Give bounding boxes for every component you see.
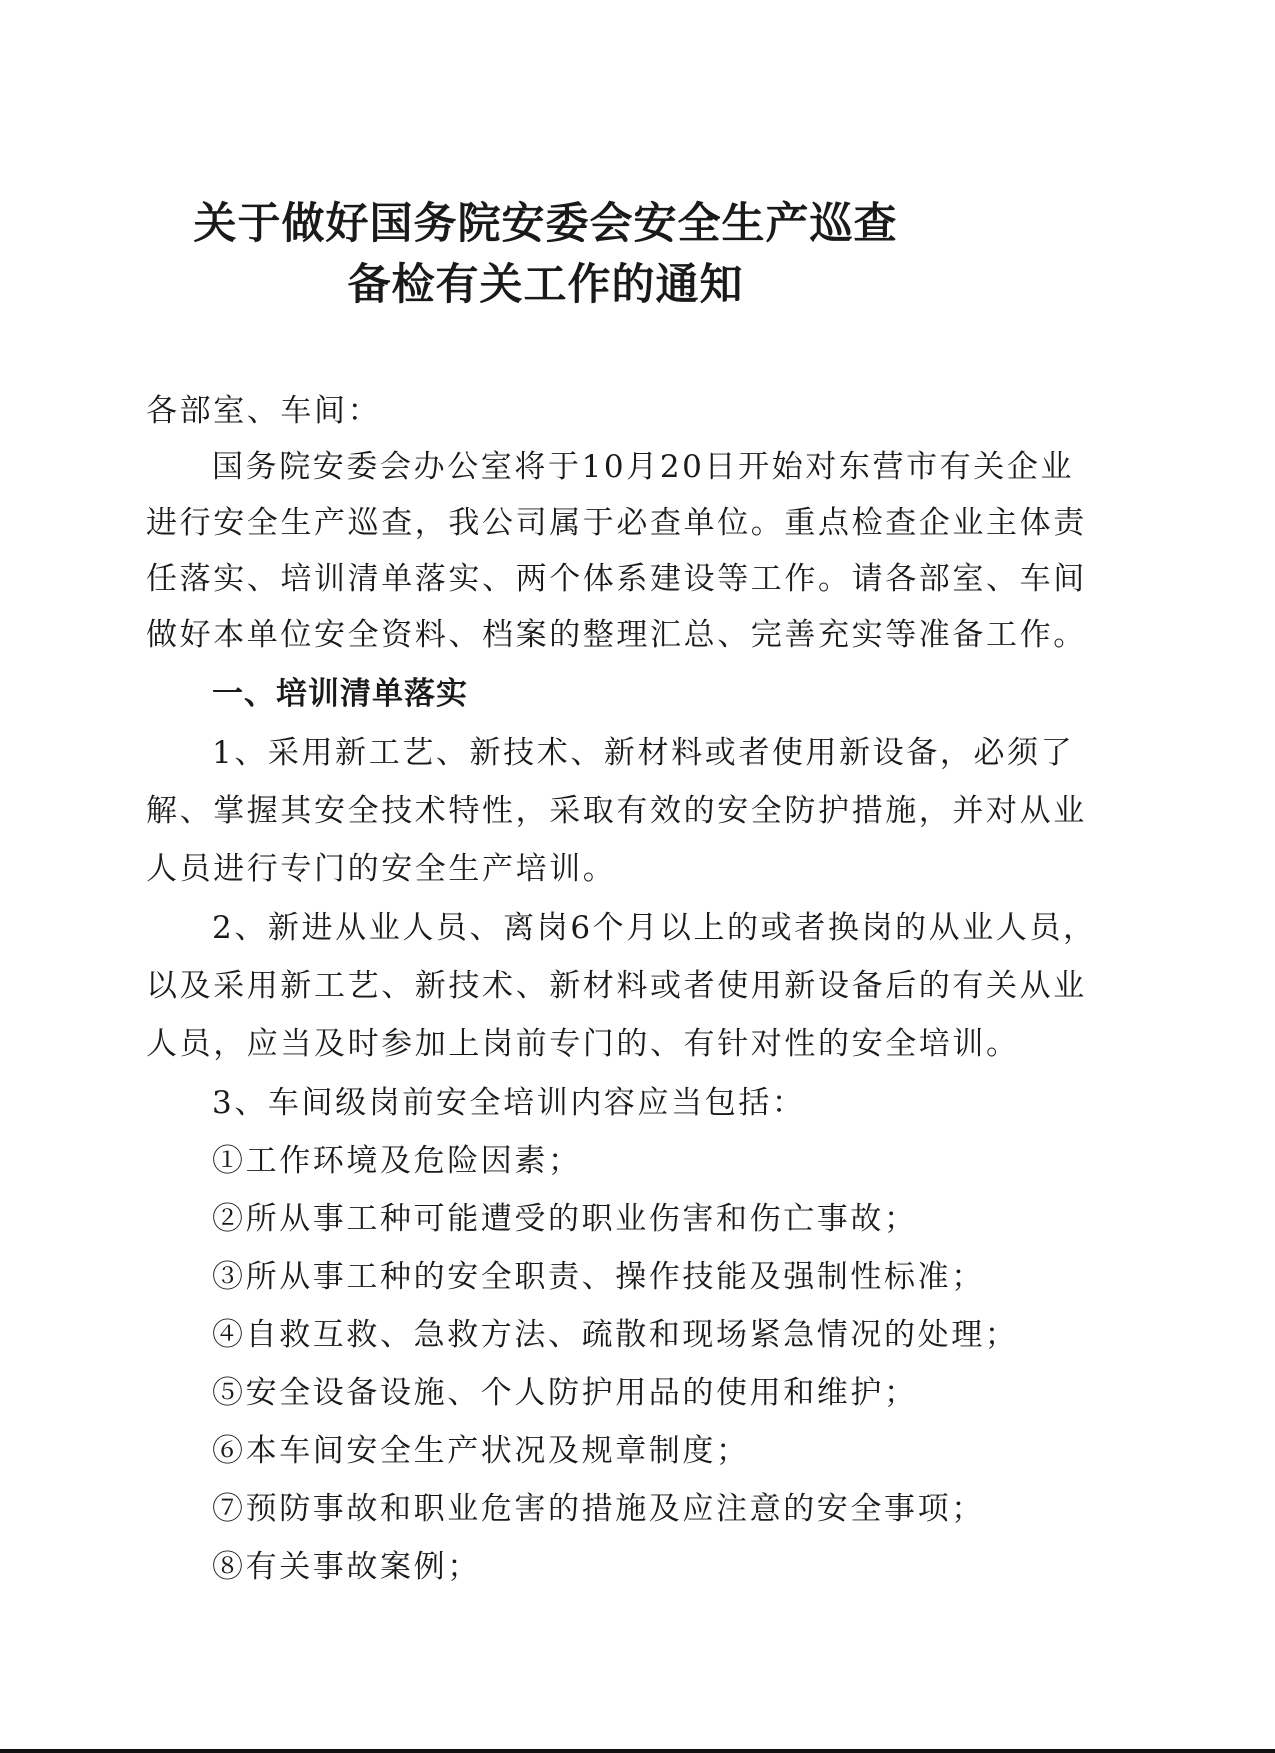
item2-line: 人员，应当及时参加上岗前专门的、有针对性的安全培训。: [146, 1026, 1020, 1062]
intro-line: 国务院安委会办公室将于10月20日开始对东营市有关企业: [212, 449, 1075, 485]
item2-line: 2、新进从业人员、离岗6个月以上的或者换岗的从业人员，: [212, 910, 1097, 946]
list-item: ⑦预防事故和职业危害的措施及应注意的安全事项；: [212, 1491, 985, 1527]
list-item: ④自救互救、急救方法、疏散和现场紧急情况的处理；: [212, 1317, 1019, 1353]
list-item: ⑥本车间安全生产状况及规章制度；: [212, 1433, 750, 1469]
list-item: ②所从事工种可能遭受的职业伤害和伤亡事故；: [212, 1201, 918, 1237]
item3-intro: 3、车间级岗前安全培训内容应当包括：: [212, 1085, 806, 1121]
document-title-line2: 备检有关工作的通知: [347, 260, 744, 310]
intro-line: 做好本单位安全资料、档案的整理汇总、完善充实等准备工作。: [146, 617, 1087, 653]
salutation: 各部室、车间：: [146, 393, 382, 429]
list-item: ⑧有关事故案例；: [212, 1549, 481, 1585]
section-heading: 一、培训清单落实: [212, 676, 468, 712]
item2-line: 以及采用新工艺、新技术、新材料或者使用新设备后的有关从业: [146, 968, 1087, 1004]
item1-line: 人员进行专门的安全生产培训。: [146, 851, 617, 887]
list-item: ③所从事工种的安全职责、操作技能及强制性标准；: [212, 1259, 985, 1295]
scan-bottom-edge: [0, 1749, 1275, 1753]
item1-line: 解、掌握其安全技术特性，采取有效的安全防护措施，并对从业: [146, 793, 1087, 829]
list-item: ①工作环境及危险因素；: [212, 1143, 582, 1179]
intro-line: 任落实、培训清单落实、两个体系建设等工作。请各部室、车间: [146, 561, 1087, 597]
document-title-line1: 关于做好国务院安委会安全生产巡查: [193, 199, 898, 249]
intro-line: 进行安全生产巡查，我公司属于必查单位。重点检查企业主体责: [146, 505, 1087, 541]
item1-line: 1、采用新工艺、新技术、新材料或者使用新设备，必须了: [212, 735, 1075, 771]
list-item: ⑤安全设备设施、个人防护用品的使用和维护；: [212, 1375, 918, 1411]
